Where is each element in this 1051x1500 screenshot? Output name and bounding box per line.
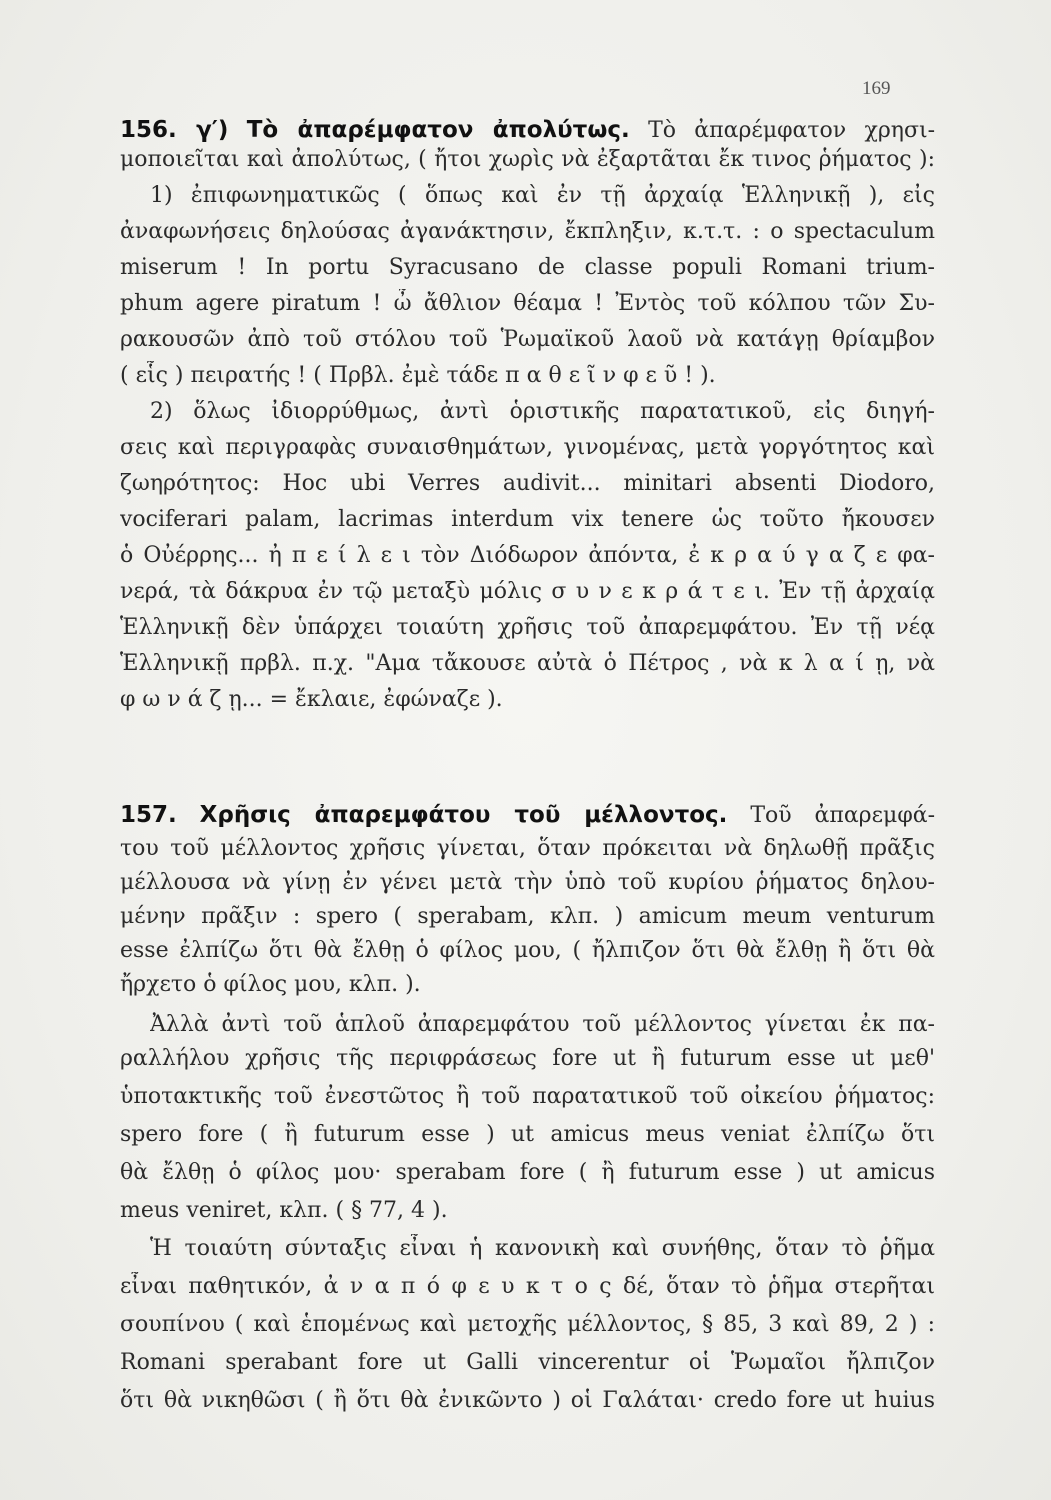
text-line: Ἑλληνικῇ δὲν ὑπάρχει τοιαύτη χρῆσις τοῦ ἀπαρεμφάτου. Ἐν τῇ νέᾳ (120, 615, 935, 640)
text-line: ( εἷς ) πειρατής ! ( Πρβλ. ἐμὲ τάδε π α θ ε ῖ ν φ ε ῦ ! ). (120, 363, 716, 388)
section-157-text: Τοῦ ἀπαρεμφά- (750, 803, 935, 828)
section-157-title: Χρῆσις ἀπαρεμφάτου τοῦ μέλλοντος. (199, 802, 728, 828)
text-line: 2) ὅλως ἰδιορρύθμως, ἀντὶ ὁριστικῆς παρατατικοῦ, εἰς διηγή- (150, 399, 935, 424)
section-157-number: 157. (120, 802, 177, 828)
text-line: μοποιεῖται καὶ ἀπολύτως, ( ἤτοι χωρὶς νὰ ἐξαρτᾶται ἔκ τινος ῥήματος ): (120, 147, 935, 172)
text-line: μένην πρᾶξιν : spero ( sperabam, κλπ. ) amicum meum venturum (120, 904, 935, 929)
section-156-text: Τὸ ἀπαρέμφατον χρησι- (648, 118, 935, 143)
page-number: 169 (862, 78, 891, 99)
text-line: θὰ ἔλθῃ ὁ φίλος μου· sperabam fore ( ἢ futurum esse ) ut amicus (120, 1160, 935, 1185)
text-line: μέλλουσα νὰ γίνῃ ἐν γένει μετὰ τὴν ὑπὸ τοῦ κυρίου ῥήματος δηλου- (120, 870, 935, 895)
text-line: miserum ! In portu Syracusano de classe populi Romani trium- (120, 255, 935, 280)
text-line: σεις καὶ περιγραφὰς συναισθημάτων, γινομένας, μετὰ γοργότητος καὶ (120, 435, 935, 460)
text-line: ὁ Οὐέρρης... ἠ π ε ί λ ε ι τὸν Διόδωρον ἀπόντα, ἐ κ ρ α ύ γ α ζ ε φα- (120, 543, 935, 568)
text-line: esse ἐλπίζω ὅτι θὰ ἔλθῃ ὁ φίλος μου, ( ἤλπιζον ὅτι θὰ ἔλθῃ ἢ ὅτι θὰ (120, 938, 935, 963)
text-line: Ἑλληνικῇ πρβλ. π.χ. "Αμα τἄκουσε αὐτὰ ὁ Πέτρος , νὰ κ λ α ί ῃ, νὰ (120, 651, 935, 676)
text-line: νερά, τὰ δάκρυα ἐν τῷ μεταξὺ μόλις σ υ ν ε κ ρ ά τ ε ι. Ἐν τῇ ἀρχαίᾳ (120, 579, 935, 604)
text-line: meus veniret, κλπ. ( § 77, 4 ). (120, 1198, 448, 1223)
text-line: ραλλήλου χρῆσις τῆς περιφράσεως fore ut ἢ futurum esse ut μεθ' (120, 1046, 935, 1071)
text-line: 1) ἐπιφωνηματικῶς ( ὅπως καὶ ἐν τῇ ἀρχαίᾳ Ἑλληνικῇ ), εἰς (150, 183, 935, 208)
text-line: phum agere piratum ! ὦ ἄθλιον θέαμα ! Ἐντὸς τοῦ κόλπου τῶν Συ- (120, 291, 935, 316)
text-line: εἶναι παθητικόν, ἀ ν α π ό φ ε υ κ τ ο ς δέ, ὅταν τὸ ῥῆμα στερῆται (120, 1274, 935, 1299)
text-line: του τοῦ μέλλοντος χρῆσις γίνεται, ὅταν πρόκειται νὰ δηλωθῇ πρᾶξις (120, 836, 935, 861)
section-156-number: 156. γ′) (120, 117, 229, 143)
text-line: ὅτι θὰ νικηθῶσι ( ἢ ὅτι θὰ ἐνικῶντο ) οἱ Γαλάται· credo fore ut huius (120, 1388, 935, 1413)
section-156-heading-line (120, 115, 935, 146)
text-line: ἤρχετο ὁ φίλος μου, κλπ. ). (120, 972, 421, 997)
text-line: ἀναφωνήσεις δηλούσας ἀγανάκτησιν, ἔκπληξιν, κ.τ.τ. : o spectaculum (120, 219, 935, 244)
text-line: ρακουσῶν ἀπὸ τοῦ στόλου τοῦ Ῥωμαϊκοῦ λαοῦ νὰ κατάγῃ θρίαμβον (120, 327, 935, 352)
text-line: vociferari palam, lacrimas interdum vix tenere ὡς τοῦτο ἤκουσεν (120, 507, 935, 532)
text-line: φ ω ν ά ζ ῃ... = ἔκλαιε, ἐφώναζε ). (120, 687, 503, 712)
text-line: Ἡ τοιαύτη σύνταξις εἶναι ἡ κανονικὴ καὶ συνήθης, ὅταν τὸ ῥῆμα (150, 1236, 935, 1261)
text-line: Ἀλλὰ ἀντὶ τοῦ ἁπλοῦ ἀπαρεμφάτου τοῦ μέλλοντος γίνεται ἐκ πα- (150, 1012, 935, 1037)
text-line: σουπίνου ( καὶ ἑπομένως καὶ μετοχῆς μέλλοντος, § 85, 3 καὶ 89, 2 ) : (120, 1312, 935, 1337)
text-line: ζωηρότητος: Hoc ubi Verres audivit... minitari absenti Diodoro, (120, 471, 935, 496)
text-line: spero fore ( ἢ futurum esse ) ut amicus meus veniat ἐλπίζω ὅτι (120, 1122, 935, 1147)
text-line: ὑποτακτικῆς τοῦ ἐνεστῶτος ἢ τοῦ παρατατικοῦ τοῦ οἰκείου ῥήματος: (120, 1084, 935, 1109)
section-156-title: Τὸ ἀπαρέμφατον ἀπολύτως. (246, 117, 630, 143)
section-157-heading-line (120, 800, 935, 831)
text-line: Romani sperabant fore ut Galli vincerentur οἱ Ῥωμαῖοι ἤλπιζον (120, 1350, 935, 1375)
